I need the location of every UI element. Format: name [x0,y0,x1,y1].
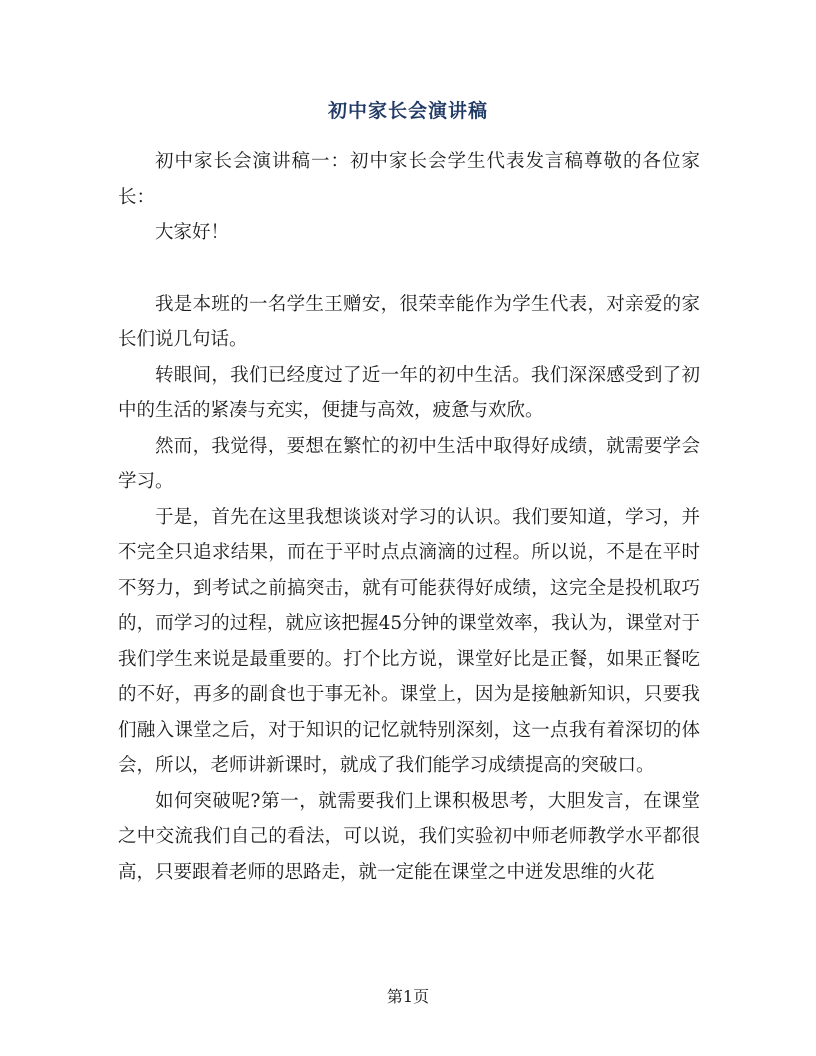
paragraph: 转眼间，我们已经度过了近一年的初中生活。我们深深感受到了初中的生活的紧凑与充实，便捷与高效，疲惫与欢欣。 [118,364,700,421]
paragraph-greeting: 大家好！ [155,222,230,243]
paragraph: 然而，我觉得，要想在繁忙的初中生活中取得好成绩，就需要学会学习。 [118,435,700,492]
paragraph: 如何突破呢?第一，就需要我们上课积极思考，大胆发言，在课堂之中交流我们自己的看法，可以说，我们实验初中师老师教学水平都很高，只要跟着老师的思路走，就一定能在课堂之中迸发思维的火花 [118,790,700,883]
paragraph: 于是，首先在这里我想谈谈对学习的认识。我们要知道，学习，并不完全只追求结果，而在于平时点点滴滴的过程。所以说，不是在平时不努力，到考试之前搞突击，就有可能获得好成绩，这完全是投机取巧的，而学习的过程，就应该把握45分钟的课堂效率，我认为，课堂对于我们学生来说是最重要的。打个比方说，课堂好比是正餐，如果正餐吃的不好，再多的副食也于事无补。课堂上，因为是接触新知识，只要我们融入课堂之后，对于知识的记忆就特别深刻，这一点我有着深切的体会，所以，老师讲新课时，就成了我们能学习成绩提高的突破口。 [118,506,700,776]
document-body [118,144,700,890]
paragraph-spacer [118,251,700,287]
paragraph-intro: 初中家长会演讲稿一：初中家长会学生代表发言稿尊敬的各位家长： [118,151,700,208]
document-title: 初中家长会演讲稿 [327,100,488,122]
page-number: 第1页 [386,987,430,1006]
paragraph: 我是本班的一名学生王赠安，很荣幸能作为学生代表，对亲爱的家长们说几句话。 [118,293,700,350]
